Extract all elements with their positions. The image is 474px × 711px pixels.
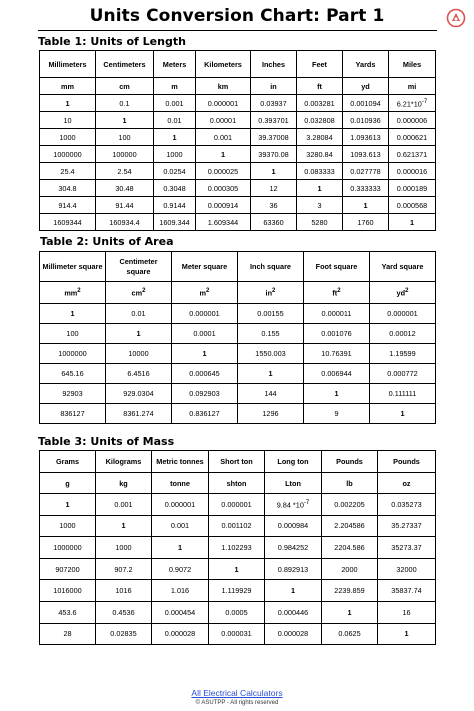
table-cell: 0.9144: [154, 197, 196, 214]
table-cell: 2.204586: [322, 515, 378, 537]
table-cell: 1609344: [40, 214, 96, 231]
unit-cell: oz: [378, 473, 436, 494]
table-cell: 0.000621: [389, 129, 436, 146]
unit-base: m: [199, 288, 207, 298]
table-cell: 0.000006: [389, 112, 436, 129]
table-cell: 0.000568: [389, 197, 436, 214]
table-row: [40, 558, 436, 580]
table-cell: 0.000001: [209, 494, 265, 516]
table-cell: 1: [378, 623, 436, 645]
table-cell: 1016000: [40, 580, 96, 602]
table-cell: 0.000011: [304, 304, 370, 324]
unit-base: ft: [332, 288, 338, 298]
table-cell: 0.892913: [265, 558, 322, 580]
unit-exponent: 2: [206, 287, 210, 295]
table-row: [40, 344, 436, 364]
unit-row: [40, 78, 436, 95]
table-cell: 0.006944: [304, 364, 370, 384]
table-cell: 1: [96, 515, 152, 537]
table-cell: 0.001: [154, 95, 196, 112]
unit-cell: [370, 282, 436, 304]
header-cell: Centimeter square: [106, 252, 172, 282]
table-cell: 0.001: [196, 129, 251, 146]
table-cell: 1: [152, 537, 209, 559]
table-cell: 0.00155: [238, 304, 304, 324]
table-cell: 1: [209, 558, 265, 580]
header-cell: Millimeters: [40, 51, 96, 78]
table-row: [40, 384, 436, 404]
table-cell: 0.000446: [265, 601, 322, 623]
table-cell: 0.092903: [172, 384, 238, 404]
title-underline: [38, 30, 437, 31]
table-1-title: Table 1: Units of Length: [38, 35, 186, 48]
table-cell: 645.16: [40, 364, 106, 384]
table-cell: 35.27337: [378, 515, 436, 537]
table-cell: 1016: [96, 580, 152, 602]
table-cell: 304.8: [40, 180, 96, 197]
table-row: [40, 324, 436, 344]
table-cell: 1: [370, 404, 436, 424]
unit-base: mm: [64, 288, 78, 298]
unit-cell: km: [196, 78, 251, 95]
table-cell: 3.28084: [297, 129, 343, 146]
mass-table: [39, 450, 436, 645]
table-cell: 1: [322, 601, 378, 623]
unit-cell: mi: [389, 78, 436, 95]
unit-cell: [106, 282, 172, 304]
unit-cell: shton: [209, 473, 265, 494]
table-cell: 10: [40, 112, 96, 129]
table-row: [40, 601, 436, 623]
table-cell: 91.44: [96, 197, 154, 214]
table-cell: 1000000: [40, 146, 96, 163]
table-cell: 1000000: [40, 344, 106, 364]
table-row: [40, 623, 436, 645]
unit-base: cm: [131, 288, 143, 298]
table-cell: 1000: [40, 129, 96, 146]
table-cell: 0.000645: [172, 364, 238, 384]
table-cell: 453.6: [40, 601, 96, 623]
table-cell: 1: [389, 214, 436, 231]
header-cell: Feet: [297, 51, 343, 78]
table-cell: 10000: [106, 344, 172, 364]
table-cell: 1296: [238, 404, 304, 424]
table-header-row: [40, 451, 436, 473]
table-row: [40, 214, 436, 231]
table-row: [40, 515, 436, 537]
table-cell: 39.37008: [251, 129, 297, 146]
table-cell: 0.155: [238, 324, 304, 344]
table-cell: 100: [96, 129, 154, 146]
table-row: [40, 304, 436, 324]
table-cell: 0.001102: [209, 515, 265, 537]
table-cell: 0.002205: [322, 494, 378, 516]
table-3-title: Table 3: Units of Mass: [38, 435, 175, 448]
table-cell: 1000: [96, 537, 152, 559]
table-cell: 0.000189: [389, 180, 436, 197]
header-cell: Long ton: [265, 451, 322, 473]
unit-cell: [172, 282, 238, 304]
header-cell: Kilograms: [96, 451, 152, 473]
table-cell: 0.3048: [154, 180, 196, 197]
unit-cell: mm: [40, 78, 96, 95]
table-header-row: [40, 252, 436, 282]
table-cell: 1: [172, 344, 238, 364]
unit-cell: [238, 282, 304, 304]
table-cell: 3280.84: [297, 146, 343, 163]
table-cell: 0.000454: [152, 601, 209, 623]
table-cell: 0.000984: [265, 515, 322, 537]
unit-exponent: 2: [405, 287, 409, 295]
table-cell: 0.001094: [343, 95, 389, 112]
header-cell: Grams: [40, 451, 96, 473]
table-cell: 0.01: [154, 112, 196, 129]
copyright-notice: © ASUTPP - All rights reserved: [195, 700, 279, 706]
table-cell: 16: [378, 601, 436, 623]
table-cell: 0.000028: [152, 623, 209, 645]
unit-cell: yd: [343, 78, 389, 95]
table-cell: 1.609344: [196, 214, 251, 231]
table-cell: 0.000001: [196, 95, 251, 112]
table-cell: 2204.586: [322, 537, 378, 559]
table-cell: 0.000914: [196, 197, 251, 214]
table-cell: 1760: [343, 214, 389, 231]
table-row: [40, 95, 436, 112]
table-cell: 0.000028: [265, 623, 322, 645]
table-cell: 907.2: [96, 558, 152, 580]
table-cell: 0.1: [96, 95, 154, 112]
table-cell: 0.000772: [370, 364, 436, 384]
unit-cell: [40, 282, 106, 304]
table-row: [40, 197, 436, 214]
table-cell: 1: [343, 197, 389, 214]
table-cell: 0.00001: [196, 112, 251, 129]
unit-cell: kg: [96, 473, 152, 494]
table-row: [40, 129, 436, 146]
table-cell: 28: [40, 623, 96, 645]
table-cell: 5280: [297, 214, 343, 231]
table-cell: 1: [251, 163, 297, 180]
cell-exponent: -7: [303, 499, 310, 507]
table-cell: 0.083333: [297, 163, 343, 180]
table-cell: 2000: [322, 558, 378, 580]
table-cell: 1: [40, 494, 96, 516]
table-cell: 0.000025: [196, 163, 251, 180]
cell-base: 6.21*10: [396, 99, 422, 109]
table-cell: 1.119929: [209, 580, 265, 602]
table-cell: 0.984252: [265, 537, 322, 559]
table-cell: 39370.08: [251, 146, 297, 163]
length-table: [39, 50, 436, 231]
table-cell: 907200: [40, 558, 96, 580]
table-cell: 100: [40, 324, 106, 344]
table-cell: 2239.859: [322, 580, 378, 602]
unit-cell: m: [154, 78, 196, 95]
table-cell: 0.03937: [251, 95, 297, 112]
table-cell: 0.001: [152, 515, 209, 537]
table-row: [40, 146, 436, 163]
table-cell: 0.000001: [172, 304, 238, 324]
table-cell: [265, 494, 322, 516]
header-cell: Metric tonnes: [152, 451, 209, 473]
table-cell: 836127: [40, 404, 106, 424]
table-cell: 0.836127: [172, 404, 238, 424]
table-cell: 3: [297, 197, 343, 214]
table-cell: 10.76391: [304, 344, 370, 364]
header-cell: Short ton: [209, 451, 265, 473]
table-row: [40, 112, 436, 129]
table-cell: 0.010936: [343, 112, 389, 129]
table-cell: 0.000001: [152, 494, 209, 516]
header-cell: Meters: [154, 51, 196, 78]
table-cell: 0.000016: [389, 163, 436, 180]
table-cell: [389, 95, 436, 112]
unit-base: in: [265, 288, 273, 298]
unit-cell: lb: [322, 473, 378, 494]
header-cell: Inch square: [238, 252, 304, 282]
table-cell: 1.19599: [370, 344, 436, 364]
all-calculators-link[interactable]: All Electrical Calculators: [191, 688, 283, 698]
table-cell: 0.032808: [297, 112, 343, 129]
table-cell: 25.4: [40, 163, 96, 180]
header-cell: Yard square: [370, 252, 436, 282]
header-cell: Pounds: [378, 451, 436, 473]
header-cell: Millimeter square: [40, 252, 106, 282]
table-cell: 35837.74: [378, 580, 436, 602]
table-cell: 1093.613: [343, 146, 389, 163]
table-cell: 0.9072: [152, 558, 209, 580]
table-cell: 0.0625: [322, 623, 378, 645]
table-header-row: [40, 51, 436, 78]
table-cell: 100000: [96, 146, 154, 163]
table-cell: 1: [154, 129, 196, 146]
unit-exponent: 2: [142, 287, 146, 295]
table-cell: 0.000031: [209, 623, 265, 645]
table-cell: 0.000305: [196, 180, 251, 197]
table-row: [40, 364, 436, 384]
table-cell: 160934.4: [96, 214, 154, 231]
unit-exponent: 2: [272, 287, 276, 295]
unit-row: [40, 282, 436, 304]
unit-cell: Lton: [265, 473, 322, 494]
table-cell: 63360: [251, 214, 297, 231]
cell-exponent: -7: [421, 97, 428, 105]
table-cell: 1: [238, 364, 304, 384]
unit-exponent: 2: [77, 287, 81, 295]
unit-cell: ft: [297, 78, 343, 95]
table-cell: 1: [106, 324, 172, 344]
table-row: [40, 404, 436, 424]
cell-base: 9.84 *10: [276, 500, 304, 510]
table-cell: 1.016: [152, 580, 209, 602]
table-cell: 12: [251, 180, 297, 197]
table-cell: 0.0005: [209, 601, 265, 623]
header-cell: Kilometers: [196, 51, 251, 78]
table-cell: 1: [304, 384, 370, 404]
table-cell: 1000000: [40, 537, 96, 559]
table-cell: 1: [96, 112, 154, 129]
table-cell: 0.0254: [154, 163, 196, 180]
table-cell: 1000: [40, 515, 96, 537]
table-cell: 1000: [154, 146, 196, 163]
table-cell: 2.54: [96, 163, 154, 180]
table-cell: 6.4516: [106, 364, 172, 384]
header-cell: Foot square: [304, 252, 370, 282]
table-cell: 0.333333: [343, 180, 389, 197]
table-cell: 1550.003: [238, 344, 304, 364]
area-table: [39, 251, 436, 424]
table-cell: 0.003281: [297, 95, 343, 112]
table-cell: 0.111111: [370, 384, 436, 404]
table-cell: 0.02835: [96, 623, 152, 645]
table-cell: 8361.274: [106, 404, 172, 424]
header-cell: Centimeters: [96, 51, 154, 78]
table-cell: 0.001: [96, 494, 152, 516]
table-row: [40, 180, 436, 197]
table-cell: 0.035273: [378, 494, 436, 516]
unit-base: yd: [396, 288, 406, 298]
table-cell: 1: [40, 95, 96, 112]
table-cell: 1: [196, 146, 251, 163]
table-cell: 0.027778: [343, 163, 389, 180]
table-cell: 1: [297, 180, 343, 197]
table-cell: 9: [304, 404, 370, 424]
table-2-title: Table 2: Units of Area: [40, 235, 174, 248]
table-row: [40, 537, 436, 559]
table-cell: 0.0001: [172, 324, 238, 344]
header-cell: Pounds: [322, 451, 378, 473]
table-cell: 0.001076: [304, 324, 370, 344]
table-cell: 92903: [40, 384, 106, 404]
table-cell: 0.4536: [96, 601, 152, 623]
table-cell: 1.093613: [343, 129, 389, 146]
header-cell: Yards: [343, 51, 389, 78]
unit-exponent: 2: [337, 287, 341, 295]
table-cell: 35273.37: [378, 537, 436, 559]
table-cell: 30.48: [96, 180, 154, 197]
header-cell: Meter square: [172, 252, 238, 282]
table-cell: 0.621371: [389, 146, 436, 163]
table-cell: 929.0304: [106, 384, 172, 404]
table-cell: 1: [265, 580, 322, 602]
table-cell: 36: [251, 197, 297, 214]
unit-cell: tonne: [152, 473, 209, 494]
table-row: [40, 163, 436, 180]
table-row: [40, 580, 436, 602]
table-cell: 1: [40, 304, 106, 324]
unit-cell: cm: [96, 78, 154, 95]
unit-cell: g: [40, 473, 96, 494]
table-cell: 1609.344: [154, 214, 196, 231]
header-cell: Miles: [389, 51, 436, 78]
table-cell: 0.01: [106, 304, 172, 324]
brand-logo-icon: [446, 8, 466, 28]
table-cell: 1.102293: [209, 537, 265, 559]
unit-cell: in: [251, 78, 297, 95]
table-cell: 0.000001: [370, 304, 436, 324]
table-cell: 32000: [378, 558, 436, 580]
table-cell: 0.00012: [370, 324, 436, 344]
page-title: Units Conversion Chart: Part 1: [89, 6, 385, 26]
table-cell: 144: [238, 384, 304, 404]
table-cell: 0.393701: [251, 112, 297, 129]
table-cell: 914.4: [40, 197, 96, 214]
table-row: [40, 494, 436, 516]
unit-row: [40, 473, 436, 494]
header-cell: Inches: [251, 51, 297, 78]
unit-cell: [304, 282, 370, 304]
